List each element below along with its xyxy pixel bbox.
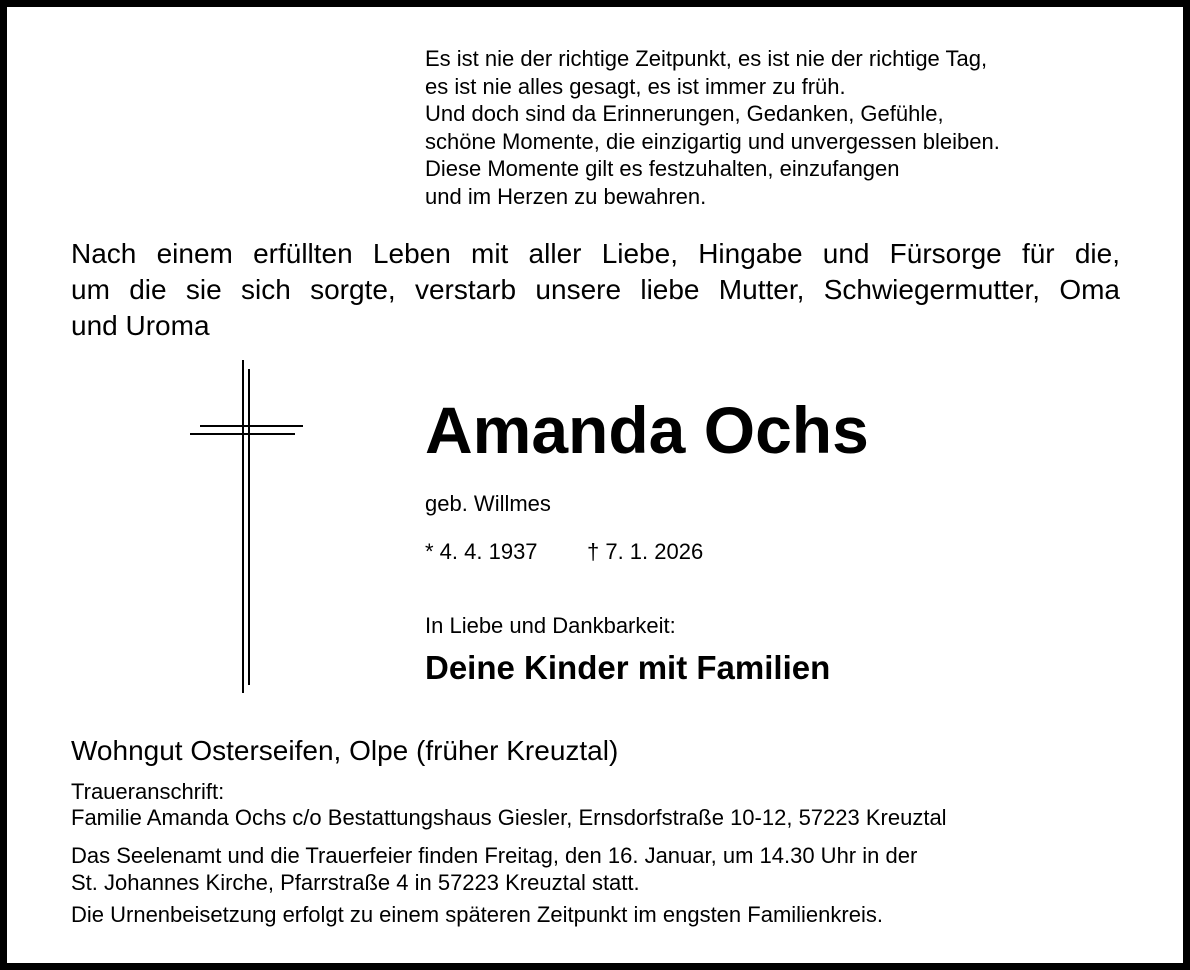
deceased-name: Amanda Ochs: [425, 393, 869, 467]
poem-line: und im Herzen zu bewahren.: [425, 183, 707, 209]
life-dates: [425, 538, 704, 566]
mourners-intro: In Liebe und Dankbarkeit:: [425, 613, 676, 638]
intro-line: um die sie sich sorgte, verstarb unsere liebe Mutter, Schwiegermutter, Oma: [71, 274, 1120, 305]
poem-line: Und doch sind da Erinnerungen, Gedanken, Gefühle,: [425, 101, 944, 126]
poem: [425, 45, 1000, 210]
intro-text: [71, 236, 1120, 344]
intro-line: und Uroma: [71, 310, 210, 341]
service-info: [71, 842, 917, 896]
death-date: † 7. 1. 2026: [587, 539, 704, 564]
poem-line: Es ist nie der richtige Zeitpunkt, es ist nie der richtige Tag,: [425, 46, 988, 71]
address-line: Familie Amanda Ochs c/o Bestattungshaus Giesler, Ernsdorfstraße 10-12, 57223 Kreuztal: [71, 805, 947, 830]
birth-name: geb. Willmes: [425, 491, 551, 516]
service-line: St. Johannes Kirche, Pfarrstraße 4 in 57223 Kreuztal statt.: [71, 870, 640, 895]
burial-info: Die Urnenbeisetzung erfolgt zu einem späteren Zeitpunkt im engsten Familienkreis.: [71, 902, 883, 927]
service-line: Das Seelenamt und die Trauerfeier finden Freitag, den 16. Januar, um 14.30 Uhr in der: [71, 843, 918, 868]
cross-icon: [185, 355, 305, 695]
place: Wohngut Osterseifen, Olpe (früher Kreuztal): [71, 735, 619, 766]
poem-line: schöne Momente, die einzigartig und unvergessen bleiben.: [425, 128, 1000, 154]
poem-line: es ist nie alles gesagt, es ist immer zu früh.: [425, 73, 846, 99]
birth-date: * 4. 4. 1937: [425, 539, 538, 564]
mourners-names: Deine Kinder mit Familien: [425, 649, 831, 686]
address-label: Traueranschrift:: [71, 779, 225, 804]
poem-line: Diese Momente gilt es festzuhalten, einzufangen: [425, 156, 900, 181]
intro-line: Nach einem erfüllten Leben mit aller Liebe, Hingabe und Fürsorge für die,: [71, 238, 1120, 269]
